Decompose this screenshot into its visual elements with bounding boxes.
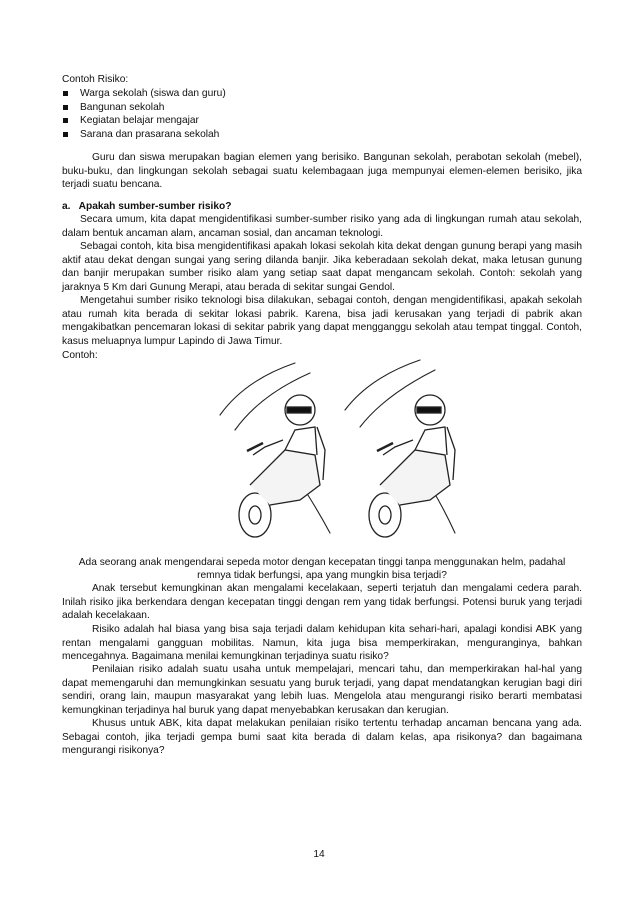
figure-caption-line-1: Ada seorang anak mengendarai sepeda motor dengan kecepatan tinggi tanpa menggunakan helm, padahal [78, 557, 566, 569]
motorcycle-illustration [205, 355, 490, 540]
rider-right-sketch [369, 395, 455, 537]
page-number: 14 [313, 849, 325, 860]
intro-paragraph: Guru dan siswa merupakan bagian elemen yang berisiko. Bangunan sekolah, perabotan sekolah (mebel), buku-buku, dan lingkungan sekolah sebagai suatu kelembagaan juga mempunyai elemen-elemen berisiko, jika terjadi suatu bencana. [62, 152, 582, 191]
intro-heading: Contoh Risiko: [62, 74, 129, 85]
list-item: Bangunan sekolah [62, 101, 582, 115]
section-a-heading: a. Apakah sumber-sumber risiko? [62, 201, 232, 212]
figure-caption-line-2: remnya tidak berfungsi, apa yang mungkin bisa terjadi? [197, 570, 447, 582]
bullet-square-icon [63, 132, 68, 137]
list-item: Sarana dan prasarana sekolah [62, 128, 582, 142]
bullet-square-icon [63, 105, 68, 110]
bullet-square-icon [63, 91, 68, 96]
body-paragraph-3: Penilaian risiko adalah suatu usaha untuk mempelajari, mencari tahu, dan memperkirakan hal-hal yang dapat memengaruhi dan memungkinkan sesuatu yang buruk terjadi, yang dapat mendatangkan kerugian bagi diri sendiri, orang lain, maupun masyarakat yang lebih luas. Mengelola atau mengurangi risiko berarti membatasi kemungkinan terjadinya hal buruk yang dapat menyebabkan kerusakan dan kerugian. [62, 664, 582, 716]
body-paragraph-4: Khusus untuk ABK, kita dapat melakukan penilaian risiko tertentu terhadap ancaman bencana yang ada. Sebagai contoh, jika terjadi gempa bumi saat kita berada di dalam kelas, apa risikonya? dan bagaimana mengurangi risikonya? [62, 718, 582, 757]
body-paragraph-2: Risiko adalah hal biasa yang bisa saja terjadi dalam kehidupan kita sehari-hari, apalagi kondisi ABK yang rentan mengalami gangguan mobilitas. Namun, kita juga bisa memperkirakan, menguranginya, bahkan mencegahnya. Bagaimana menilai kemungkinan terjadinya suatu risiko? [62, 624, 582, 663]
contoh-label: Contoh: [62, 350, 98, 361]
bullet-square-icon [63, 118, 68, 123]
list-item: Warga sekolah (siswa dan guru) [62, 87, 582, 101]
body-paragraph-1: Anak tersebut kemungkinan akan mengalami kecelakaan, seperti terjatuh dan mengalami cedera parah. Inilah risiko jika berkendara dengan kecepatan tinggi dengan rem yang tidak berfungsi. Potensi buruk yang terjadi adalah kecelakaan. [62, 583, 582, 622]
list-item: Kegiatan belajar mengajar [62, 114, 582, 128]
section-a-paragraph-3: Mengetahui sumber risiko teknologi bisa dilakukan, sebagai contoh, dengan mengidentifikasi, apakah sekolah atau rumah kita berada di sekitar lokasi pabrik. Karena, bisa jadi kerusakan yang terjadi di pabrik akan mengakibatkan pencemaran lokasi di sekitar pabrik yang dapat mengganggu sekolah atau tempat tinggal. Contoh, kasus meluapnya lumpur Lapindo di Jawa Timur. [62, 295, 582, 347]
risk-example-list [62, 87, 582, 141]
section-a-paragraph-1: Secara umum, kita dapat mengidentifikasi sumber-sumber risiko yang ada di lingkungan rumah atau sekolah, dalam bentuk ancaman alam, ancaman sosial, dan ancaman teknologi. [62, 214, 582, 239]
rider-left-sketch [239, 395, 325, 537]
section-a-paragraph-2: Sebagai contoh, kita bisa mengidentifikasi apakah lokasi sekolah kita dekat dengan gunung berapi yang masih aktif atau dekat dengan sungai yang sering dilanda banjir. Jika keberadaan sekolah dekat, maka letusan gunung dan banjir merupakan sumber risiko alam yang setiap saat dapat mengancam sekolah. Contoh: sekolah yang jaraknya 5 Km dari Gunung Merapi, atau berada di sekitar sungai Gendol. [62, 241, 582, 293]
